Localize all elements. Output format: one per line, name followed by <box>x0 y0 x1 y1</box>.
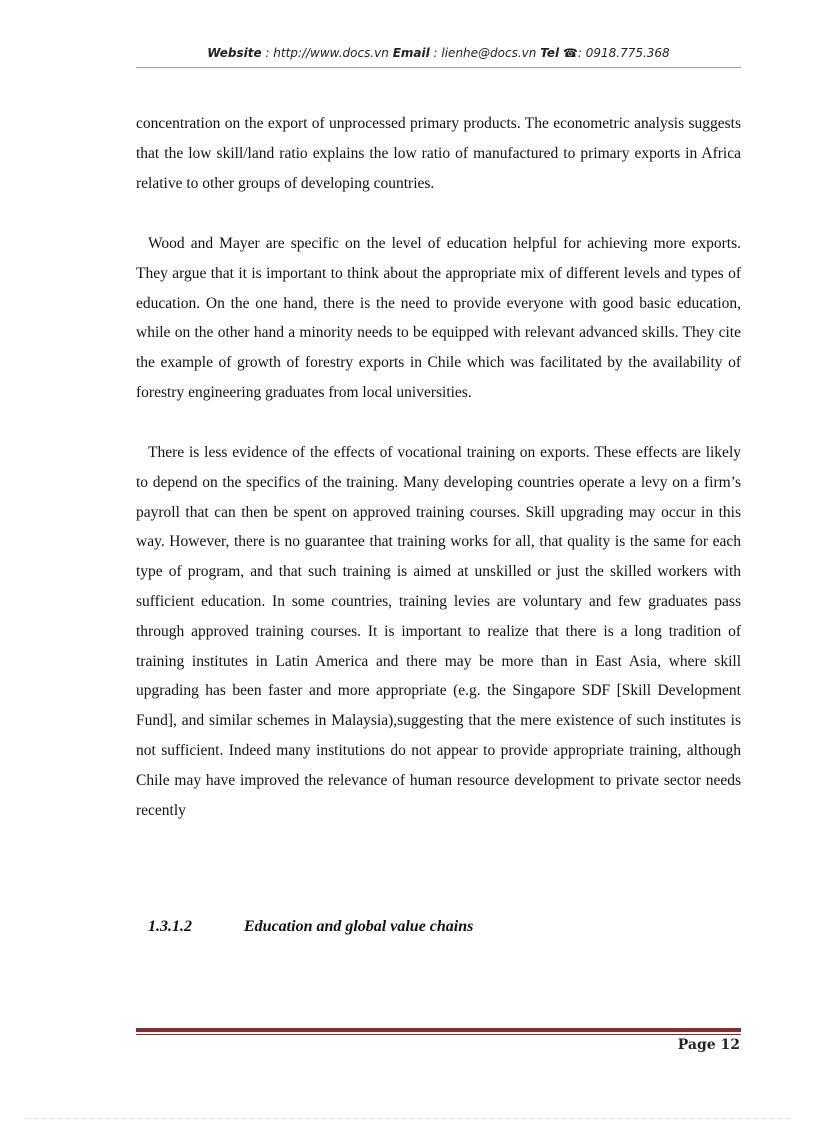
email-label: Email <box>392 46 430 60</box>
phone-icon: ☎ <box>562 46 578 60</box>
section-number: 1.3.1.2 <box>148 918 192 935</box>
website-url: : http://www.docs.vn <box>261 46 393 60</box>
website-label: Website <box>207 46 262 60</box>
footer-divider-thin <box>136 1034 741 1035</box>
paragraph-2: Wood and Mayer are specific on the level of education helpful for achieving more exports. They argue that it is important to think about the appropriate mix of different levels and types of education. On the one hand, there is the need to provide everyone with good basic education, while on the other hand a minority needs to be equipped with relevant advanced skills. They cite the example of growth of forestry exports in Chile which was facilitated by the availability of forestry engineering graduates from local universities. <box>136 235 741 401</box>
page-bottom-border <box>24 1118 792 1119</box>
tel-number: : 0918.775.368 <box>577 46 670 60</box>
footer-divider-thick <box>136 1028 741 1032</box>
page-header <box>136 46 741 60</box>
email-address: : lienhe@docs.vn <box>429 46 541 60</box>
page-number: Page 12 <box>677 1037 740 1053</box>
paragraph-3: There is less evidence of the effects of vocational training on exports. These effects are likely to depend on the specifics of the training. Many developing countries operate a levy on a firm’s payroll that can then be spent on approved training courses. Skill upgrading may occur in this way. However, there is no guarantee that training works for all, that quality is the same for each type of program, and that such training is aimed at unskilled or just the skilled workers with sufficient education. In some countries, training levies are voluntary and few graduates pass through approved training courses. It is important to realize that there is a long tradition of training institutes in Latin America and there may be more than in East Asia, where skill upgrading has been faster and more appropriate (e.g. the Singapore SDF [Skill Development Fund], and similar schemes in Malaysia),suggesting that the mere existence of such institutes is not sufficient. Indeed many institutions do not appear to provide appropriate training, although Chile may have improved the relevance of human resource development to private sector needs recently <box>136 444 741 819</box>
section-title: Education and global value chains <box>244 918 474 935</box>
tel-label: Tel <box>540 46 560 60</box>
section-heading <box>148 918 473 936</box>
header-divider <box>136 67 741 68</box>
paragraph-1: concentration on the export of unprocessed primary products. The econometric analysis suggests that the low skill/land ratio explains the low ratio of manufactured to primary exports in Africa relative to other groups of developing countries. <box>136 115 741 192</box>
